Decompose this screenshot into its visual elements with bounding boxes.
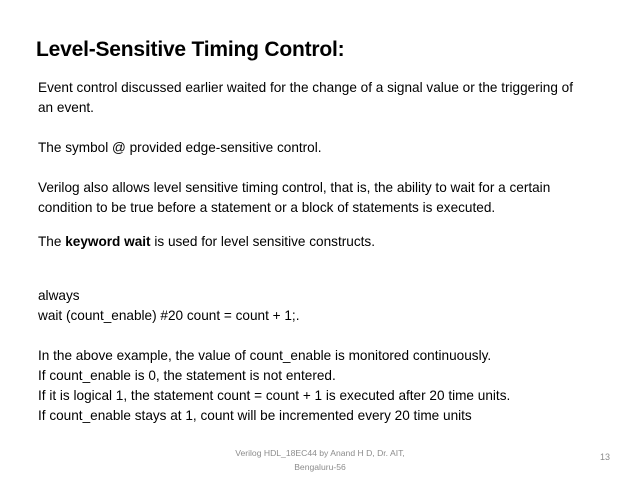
paragraph-edge-sensitive [38,138,322,158]
paragraph-prefix: The [38,234,66,249]
code-line: wait (count_enable) #20 count = count + 1;. [38,308,300,323]
keyword-wait: keyword wait [65,234,151,249]
footer-line: Verilog HDL_18EC44 by Anand H D, Dr. AIT, [235,448,405,458]
paragraph-line: If count_enable is 0, the statement is not entered. [38,368,336,383]
paragraph-line: an event. [38,100,94,115]
paragraph-line: Verilog also allows level sensitive timing control, that is, the ability to wait for a certain [38,180,551,195]
paragraph-line: If count_enable stays at 1, count will be incremented every 20 time units [38,408,472,423]
paragraph-line: In the above example, the value of count_enable is monitored continuously. [38,348,492,363]
page-number: 13 [599,452,610,462]
slide-footer [200,446,440,474]
paragraph-event-control [38,78,573,118]
footer-line: Bengaluru-56 [294,462,346,472]
paragraph-line: condition to be true before a statement or a block of statements is executed. [38,200,496,215]
paragraph-explanation [38,346,510,426]
paragraph-line: The symbol @ provided edge-sensitive control. [38,140,322,155]
slide-title: Level-Sensitive Timing Control: [36,38,345,61]
code-example [38,286,299,326]
paragraph-line: If it is logical 1, the statement count = count + 1 is executed after 20 time units. [38,388,511,403]
code-line: always [38,288,80,303]
paragraph-line: Event control discussed earlier waited for the change of a signal value or the triggering of [38,80,573,95]
paragraph-suffix: is used for level sensitive constructs. [150,234,375,249]
paragraph-keyword-wait [38,232,375,252]
paragraph-level-sensitive [38,178,550,218]
